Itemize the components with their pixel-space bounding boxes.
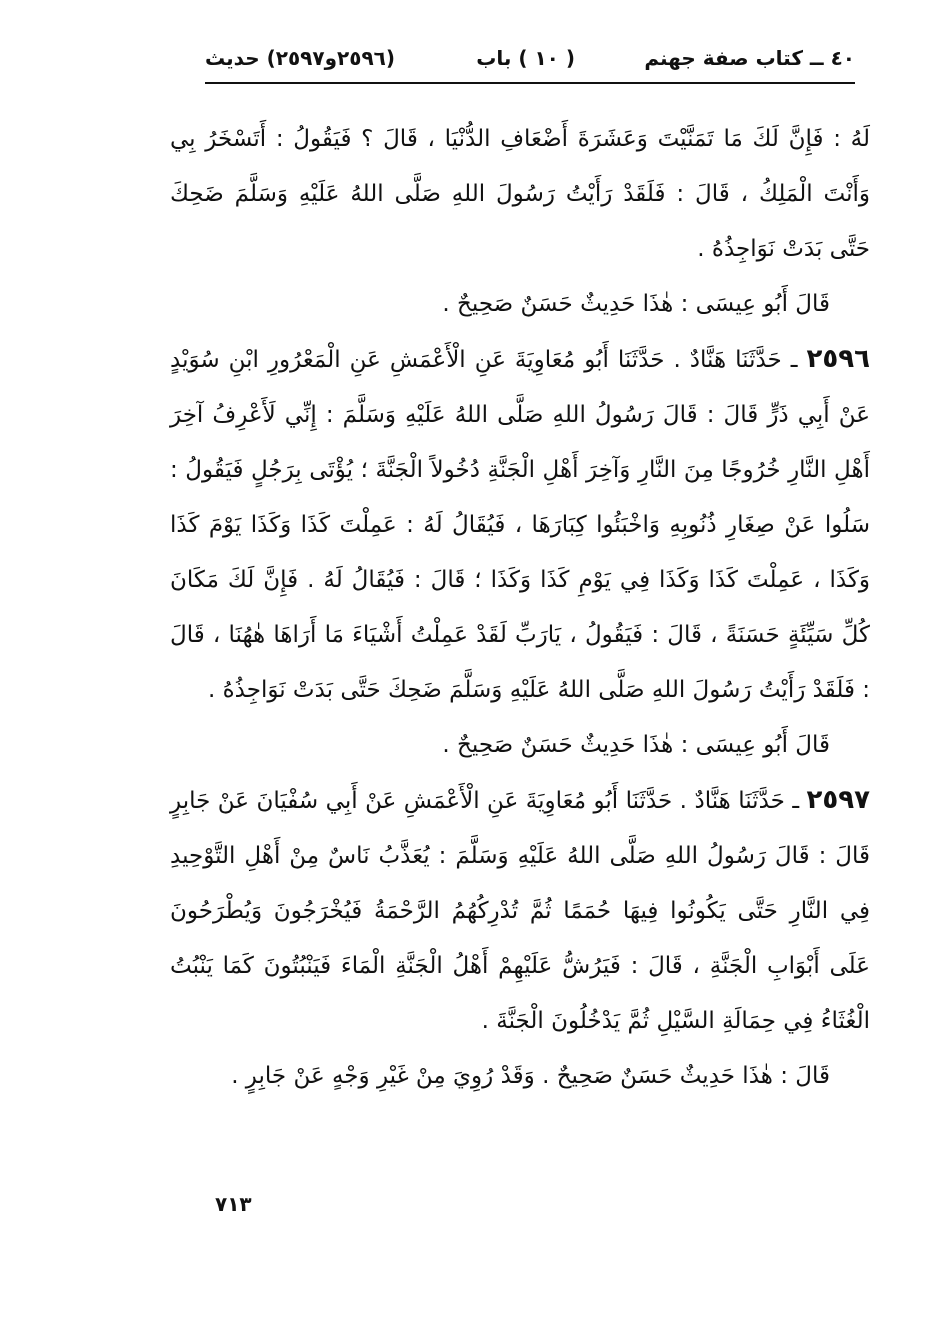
paragraph-text: قَالَ : هٰذَا حَدِيثٌ حَسَنٌ صَحِيحٌ . وَقَدْ رُوِيَ مِنْ غَيْرِ وَجْهٍ عَنْ جَابِرٍ .	[231, 1063, 830, 1089]
header-hadith-range: (٢٥٩٦و٢٥٩٧) حديث	[205, 46, 395, 70]
header-divider	[205, 82, 855, 84]
paragraph-grading	[170, 718, 870, 773]
hadith-2597	[170, 773, 870, 1049]
hadith-number: ٢٥٩٦	[806, 344, 870, 374]
running-header	[205, 42, 855, 78]
paragraph-text: ـ حَدَّثَنَا هَنَّادٌ . حَدَّثَنَا أَبُو مُعَاوِيَةَ عَنِ الْأَعْمَشِ عَنْ أَبِي سُفْيَانَ عَنْ جَابِرٍ قَالَ : قَالَ رَسُولُ اللهِ صَلَّى اللهُ عَلَيْهِ وَسَلَّمَ : يُعَذَّبُ نَاسٌ مِنْ أَهْلِ التَّوْحِيدِ فِي النَّارِ حَتَّى يَكُونُوا فِيهَا حُمَمًا ثُمَّ تُدْرِكُهُمُ الرَّحْمَةُ فَيُخْرَجُونَ وَيُطْرَحُونَ عَلَى أَبْوَابِ الْجَنَّةِ ، قَالَ : فَيَرُشُّ عَلَيْهِمْ أَهْلُ الْجَنَّةِ الْمَاءَ فَيَنْبُتُونَ كَمَا يَنْبُتُ الْغُثَاءُ فِي حِمَالَةِ السَّيْلِ ثُمَّ يَدْخُلُونَ الْجَنَّةَ .	[170, 788, 870, 1034]
paragraph-grading	[170, 277, 870, 332]
header-chapter: ( ١٠ ) باب	[476, 46, 575, 70]
body-text	[170, 112, 870, 1104]
hadith-number: ٢٥٩٧	[806, 785, 871, 815]
paragraph-text: لَهُ : فَإِنَّ لَكَ مَا تَمَنَّيْتَ وَعَشَرَةَ أَضْعَافِ الدُّنْيَا ، قَالَ ؟ فَيَقُولُ : أَتَسْخَرُ بِي وَأَنْتَ الْمَلِكُ ، قَالَ : فَلَقَدْ رَأَيْتُ رَسُولَ اللهِ صَلَّى اللهُ عَلَيْهِ وَسَلَّمَ ضَحِكَ حَتَّى بَدَتْ نَوَاجِذُهُ .	[170, 126, 870, 262]
paragraph-text: قَالَ أَبُو عِيسَى : هٰذَا حَدِيثٌ حَسَنٌ صَحِيحٌ .	[442, 291, 830, 317]
page-number: ٧١٣	[215, 1192, 252, 1216]
paragraph-grading	[170, 1049, 870, 1104]
paragraph-text: ـ حَدَّثَنَا هَنَّادٌ . حَدَّثَنَا أَبُو مُعَاوِيَةَ عَنِ الْأَعْمَشِ عَنِ الْمَعْرُورِ ابْنِ سُوَيْدٍ عَنْ أَبِي ذَرٍّ قَالَ : قَالَ رَسُولُ اللهِ صَلَّى اللهُ عَلَيْهِ وَسَلَّمَ : إِنِّي لَأَعْرِفُ آخِرَ أَهْلِ النَّارِ خُرُوجًا مِنَ النَّارِ وَآخِرَ أَهْلِ الْجَنَّةِ دُخُولاً الْجَنَّةَ ؛ يُؤْتَى بِرَجُلٍ فَيَقُولُ : سَلُوا عَنْ صِغَارِ ذُنُوبِهِ وَاخْبَئُوا كِبَارَهَا ، فَيُقَالُ لَهُ : عَمِلْتَ كَذَا وَكَذَا يَوْمَ كَذَا وَكَذَا ، عَمِلْتَ كَذَا وَكَذَا فِي يَوْمِ كَذَا وَكَذَا ؛ قَالَ : فَيُقَالُ لَهُ . فَإِنَّ لَكَ مَكَانَ كُلِّ سَيِّئَةٍ حَسَنَةً ، قَالَ : فَيَقُولُ ، يَارَبِّ لَقَدْ عَمِلْتُ أَشْيَاءَ مَا أَرَاهَا هٰهُنَا ، قَالَ : فَلَقَدْ رَأَيْتُ رَسُولَ اللهِ صَلَّى اللهُ عَلَيْهِ وَسَلَّمَ ضَحِكَ حَتَّى بَدَتْ نَوَاجِذُهُ .	[170, 347, 870, 703]
paragraph-text: قَالَ أَبُو عِيسَى : هٰذَا حَدِيثٌ حَسَنٌ صَحِيحٌ .	[442, 732, 830, 758]
header-book-title: ٤٠ ــ كتاب صفة جهنم	[644, 46, 855, 70]
hadith-2596	[170, 332, 870, 718]
paragraph-continuation	[170, 112, 870, 277]
